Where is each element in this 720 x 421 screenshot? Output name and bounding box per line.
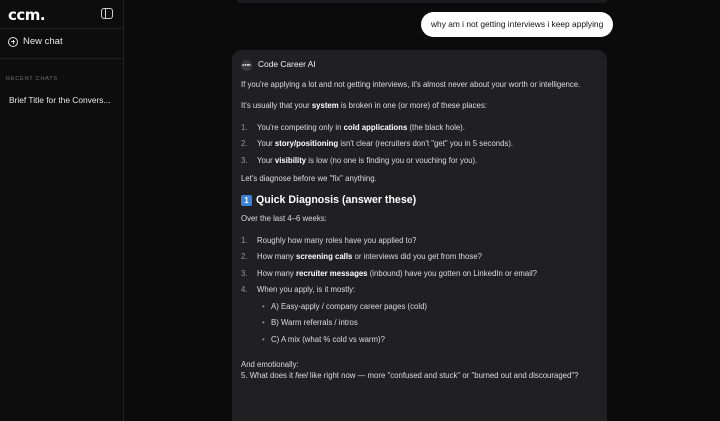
text: Roughly how many roles have you applied to? bbox=[257, 235, 417, 245]
list-number: 2. bbox=[241, 139, 248, 149]
recent-chat-item[interactable]: Brief Title for the Convers... bbox=[9, 95, 111, 105]
causes-list bbox=[241, 122, 597, 167]
list-item bbox=[241, 268, 597, 279]
text: And emotionally: bbox=[241, 359, 299, 369]
new-chat-button[interactable] bbox=[8, 36, 63, 47]
list-item bbox=[241, 235, 597, 246]
list-number: 2. bbox=[241, 252, 248, 262]
bold-text: cold applications bbox=[343, 122, 408, 132]
bullet: • bbox=[262, 318, 265, 328]
list-number: 4. bbox=[241, 285, 248, 295]
recent-chats-heading: RECENT CHATS bbox=[6, 76, 58, 82]
list-item bbox=[241, 155, 597, 166]
emotional-paragraph bbox=[241, 359, 597, 382]
text: 5. What does it bbox=[241, 371, 296, 380]
text: A) Easy-apply / company career pages (cold) bbox=[271, 301, 428, 311]
text: B) Warm referrals / intros bbox=[271, 318, 358, 328]
divider bbox=[0, 28, 123, 29]
text: Your bbox=[257, 139, 275, 149]
text: How many bbox=[257, 268, 296, 278]
list-number: 1. bbox=[241, 235, 248, 245]
options-list bbox=[262, 301, 597, 351]
intro-paragraph: If you're applying a lot and not getting interviews, it's almost never about your worth or intelligence. bbox=[241, 80, 581, 89]
text: When you apply, is it mostly: bbox=[257, 285, 356, 295]
text: is broken in one (or more) of these places: bbox=[338, 101, 487, 111]
bold-text: screening calls bbox=[296, 252, 353, 262]
list-item bbox=[241, 284, 597, 350]
italic-text: feel bbox=[295, 371, 308, 380]
bold-text: story/positioning bbox=[274, 139, 339, 149]
sidebar-toggle-icon[interactable] bbox=[101, 8, 113, 19]
bold-text: recruiter messages bbox=[296, 268, 368, 278]
bold-text: visibility bbox=[274, 156, 307, 165]
text: (inbound) have you gotten on LinkedIn or email? bbox=[367, 268, 538, 278]
text: It's usually that your bbox=[241, 101, 312, 111]
text: is low (no one is finding you or vouching for you). bbox=[306, 156, 478, 165]
previous-message-edge bbox=[237, 0, 607, 3]
period-paragraph: Over the last 4–6 weeks: bbox=[241, 214, 327, 224]
assistant-header bbox=[241, 58, 597, 72]
keycap-one-icon: 1 bbox=[241, 195, 252, 206]
assistant-message bbox=[232, 50, 607, 421]
bullet: • bbox=[262, 335, 265, 344]
list-number: 3. bbox=[241, 268, 248, 278]
list-item bbox=[262, 301, 597, 312]
assistant-name: Code Career AI bbox=[258, 59, 316, 70]
text: (the black hole). bbox=[407, 122, 465, 132]
system-paragraph bbox=[241, 100, 597, 111]
questions-list bbox=[241, 235, 597, 351]
text: C) A mix (what % cold vs warm)? bbox=[271, 335, 385, 344]
diagnose-paragraph: Let's diagnose before we "fix" anything. bbox=[241, 174, 377, 184]
list-item bbox=[241, 251, 597, 262]
sidebar bbox=[0, 0, 124, 421]
text: Your bbox=[257, 156, 275, 165]
section-title: Quick Diagnosis (answer these) bbox=[256, 193, 417, 206]
bold-text: system bbox=[311, 101, 339, 111]
question-five bbox=[241, 370, 597, 381]
assistant-avatar: ccm bbox=[241, 60, 252, 71]
text: like right now — more "confused and stuck" or "burned out and discouraged"? bbox=[307, 371, 579, 380]
list-item bbox=[241, 122, 597, 133]
list-item bbox=[241, 138, 597, 149]
text: isn't clear (recruiters don't "get" you in 5 seconds). bbox=[338, 139, 514, 149]
plus-circle-icon bbox=[8, 37, 18, 47]
list-number: 3. bbox=[241, 156, 248, 165]
user-message: why am i not getting interviews i keep applying bbox=[421, 12, 613, 37]
bullet: • bbox=[262, 301, 265, 311]
app-logo[interactable]: ccm. bbox=[8, 6, 46, 24]
divider bbox=[0, 58, 123, 59]
section-heading bbox=[241, 195, 597, 206]
text: How many bbox=[257, 252, 296, 262]
list-item bbox=[262, 317, 597, 328]
list-item bbox=[262, 334, 597, 345]
text: or interviews did you get from those? bbox=[352, 252, 482, 262]
list-number: 1. bbox=[241, 122, 248, 132]
new-chat-label: New chat bbox=[23, 36, 63, 47]
text: You're competing only in bbox=[257, 122, 344, 132]
